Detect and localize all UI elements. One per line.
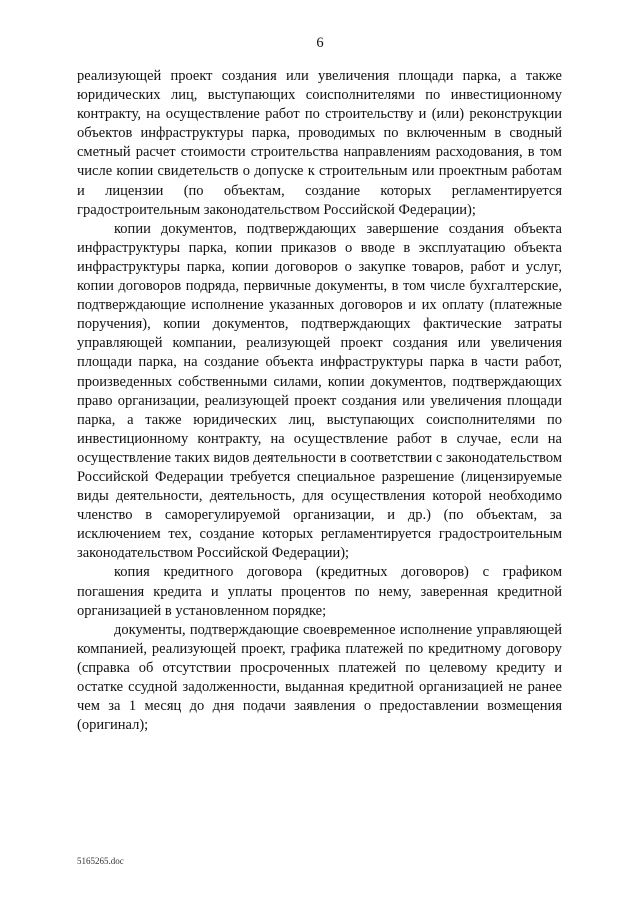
document-body	[77, 67, 562, 735]
paragraph-1: реализующей проект создания или увеличения площади парка, а также юридических лиц, выступающих соисполнителями по инвестиционному контракту, на осуществление работ по строительству и (или) реконструкции объектов инфраструктуры парка, проводимых по включенным в сводный сметный расчет стоимости строительства направлениям расходования, в том числе копии свидетельств о допуске к строительным или проектным работам и лицензии (по объектам, создание которых регламентируется градостроительным законодательством Российской Федерации);	[77, 68, 562, 218]
paragraph-3: копия кредитного договора (кредитных договоров) с графиком погашения кредита и уплаты процентов по нему, заверенная кредитной организацией в установленном порядке;	[77, 564, 562, 619]
paragraph-4: документы, подтверждающие своевременное исполнение управляющей компанией, реализующей проект, графика платежей по кредитному договору (справка об отсутствии просроченных платежей по целевому кредиту и остатке ссудной задолженности, выданная кредитной организацией не ранее чем за 1 месяц до дня подачи заявления о предоставлении возмещения (оригинал);	[77, 621, 562, 734]
file-reference: 5165265.doc	[77, 856, 124, 866]
page-number: 6	[316, 35, 324, 51]
paragraph-2: копии документов, подтверждающих завершение создания объекта инфраструктуры парка, копии приказов о вводе в эксплуатацию объекта инфраструктуры парка, копии договоров о закупке товаров, работ и услуг, копии договоров подряда, первичные документы, в том числе бухгалтерские, подтверждающие исполнение указанных договоров и их оплату (платежные поручения), копии документов, подтверждающих фактические затраты управляющей компании, реализующей проект создания или увеличения площади парка, на создание объекта инфраструктуры парка в части работ, произведенных собственными силами, копии документов, подтверждающих право организации, реализующей проект создания или увеличения площади парка, а также юридических лиц, выступающих соисполнителями по инвестиционному контракту, на осуществление работ в случае, если на осуществление таких видов деятельности в соответствии с законодательством Российской Федерации требуется специальное разрешение (лицензируемые виды деятельности, деятельность, для осуществления которой необходимо членство в саморегулируемой организации, и др.) (по объектам, за исключением тех, создание которых регламентируется градостроительным законодательством Российской Федерации);	[77, 220, 562, 562]
